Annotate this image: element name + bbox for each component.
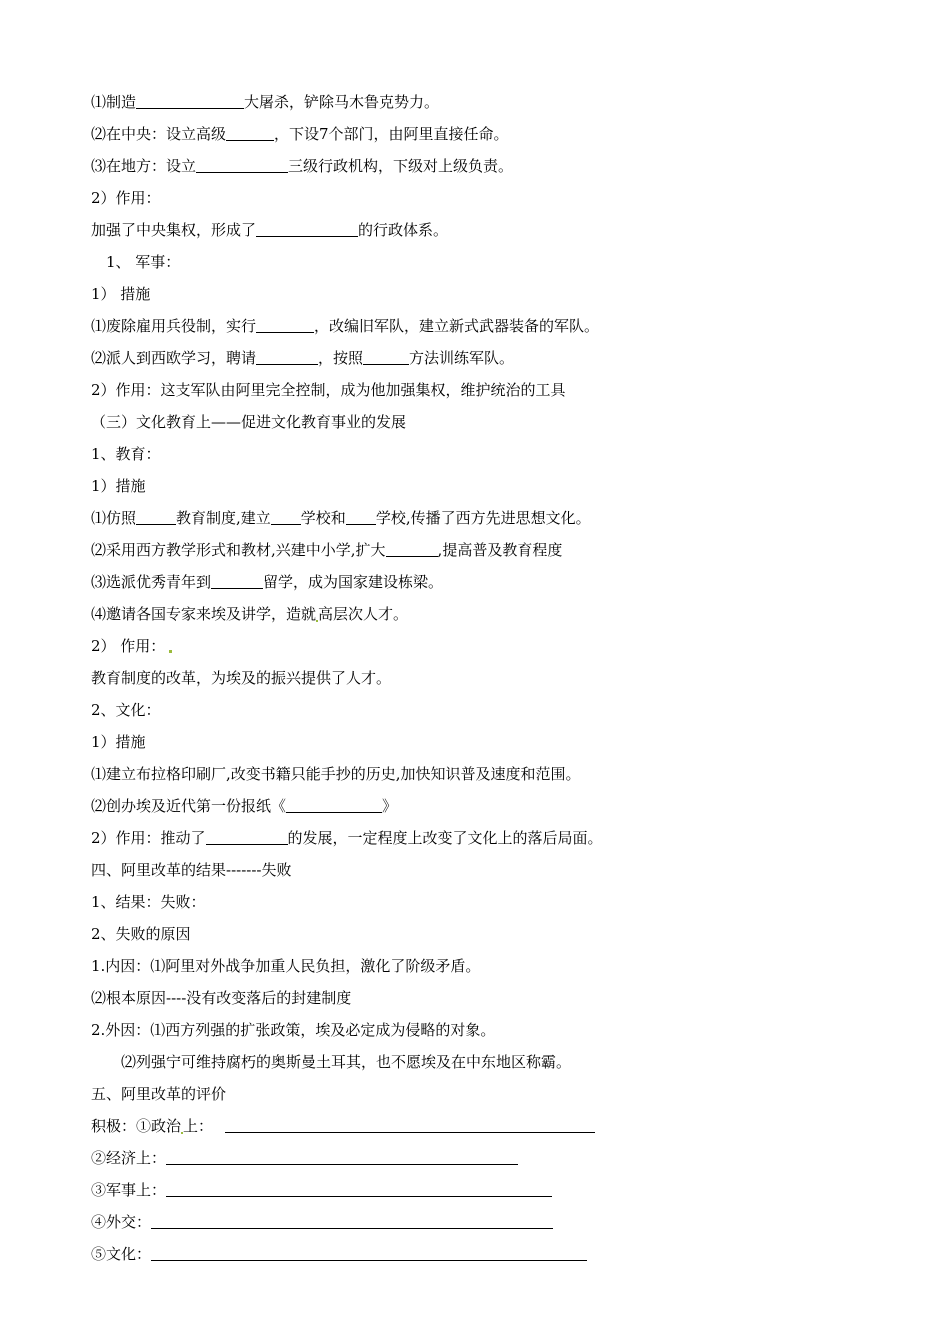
blank[interactable] bbox=[136, 509, 176, 525]
answer-line[interactable] bbox=[225, 1117, 595, 1133]
culture-heading: 2、文化： bbox=[91, 701, 161, 719]
evaluation-culture: ⑤文化： bbox=[91, 1244, 587, 1264]
blank[interactable] bbox=[226, 125, 274, 141]
blank[interactable] bbox=[346, 509, 376, 525]
military-heading: 1、 军事： bbox=[106, 253, 181, 271]
result-heading: 四、阿里改革的结果-------失败 bbox=[91, 861, 292, 879]
blank[interactable] bbox=[196, 157, 288, 173]
politics-effect-label: 2）作用： bbox=[91, 189, 161, 207]
blank[interactable] bbox=[271, 509, 301, 525]
culture-measure-2: ⑵创办埃及近代第一份报纸《 》 bbox=[91, 797, 398, 815]
result-line-6: ⑵列强宁可维持腐朽的奥斯曼土耳其，也不愿埃及在中东地区称霸。 bbox=[121, 1053, 572, 1071]
answer-line[interactable] bbox=[166, 1149, 518, 1165]
evaluation-military: ③军事上： bbox=[91, 1180, 552, 1200]
evaluation-heading: 五、阿里改革的评价 bbox=[91, 1085, 227, 1103]
politics-line-1: ⑴制造 大屠杀，铲除马木鲁克势力。 bbox=[91, 93, 440, 111]
blank[interactable] bbox=[256, 221, 358, 237]
blank[interactable] bbox=[286, 797, 382, 813]
blank[interactable] bbox=[256, 349, 318, 365]
answer-line[interactable] bbox=[166, 1181, 552, 1197]
military-measures: 1） 措施 bbox=[91, 285, 151, 303]
blank[interactable] bbox=[256, 317, 314, 333]
education-measure-3: ⑶选派优秀青年到 留学，成为国家建设栋梁。 bbox=[91, 573, 444, 591]
politics-line-3: ⑶在地方：设立 三级行政机构，下级对上级负责。 bbox=[91, 157, 514, 175]
result-line-4: ⑵根本原因----没有改变落后的封建制度 bbox=[91, 989, 352, 1007]
education-measures: 1）措施 bbox=[91, 477, 146, 495]
military-measure-2: ⑵派人到西欧学习，聘请 ，按照 方法训练军队。 bbox=[91, 349, 515, 367]
education-measure-1: ⑴仿照 教育制度,建立 学校和 学校,传播了西方先进思想文化。 bbox=[91, 509, 591, 527]
military-effect: 2）作用：这支军队由阿里完全控制，成为他加强集权，维护统治的工具 bbox=[91, 381, 566, 399]
mark-dot bbox=[169, 650, 172, 653]
result-line-3: 1.内因：⑴阿里对外战争加重人民负担，激化了阶级矛盾。 bbox=[91, 957, 481, 975]
result-line-5: 2.外因：⑴西方列强的扩张政策，埃及必定成为侵略的对象。 bbox=[91, 1021, 496, 1039]
evaluation-economy: ②经济上： bbox=[91, 1148, 518, 1168]
culture-measures: 1）措施 bbox=[91, 733, 146, 751]
answer-line[interactable] bbox=[151, 1245, 587, 1261]
answer-line[interactable] bbox=[151, 1213, 553, 1229]
blank[interactable] bbox=[386, 541, 438, 557]
culture-section-heading: （三）文化教育上——促进文化教育事业的发展 bbox=[91, 413, 407, 431]
blank[interactable] bbox=[211, 573, 263, 589]
education-measure-2: ⑵采用西方教学形式和教材,兴建中小学,扩大 ,提高普及教育程度 bbox=[91, 541, 563, 559]
result-line-2: 2、失败的原因 bbox=[91, 925, 191, 943]
blank[interactable] bbox=[363, 349, 409, 365]
culture-effect: 2）作用：推动了 的发展，一定程度上改变了文化上的落后局面。 bbox=[91, 829, 603, 847]
evaluation-diplomacy: ④外交： bbox=[91, 1212, 553, 1232]
blank[interactable] bbox=[206, 829, 288, 845]
politics-effect: 加强了中央集权，形成了 的行政体系。 bbox=[91, 221, 449, 239]
blank[interactable] bbox=[136, 93, 244, 109]
military-measure-1: ⑴废除雇用兵役制，实行 ，改编旧军队，建立新式武器装备的军队。 bbox=[91, 317, 600, 335]
education-effect: 教育制度的改革，为埃及的振兴提供了人才。 bbox=[91, 669, 392, 687]
education-heading: 1、教育： bbox=[91, 445, 161, 463]
evaluation-politics: 积极：①政治 上： bbox=[91, 1116, 595, 1136]
result-line-1: 1、结果：失败： bbox=[91, 893, 206, 911]
education-measure-4: ⑷邀请各国专家来埃及讲学，造就 高层次人才。 bbox=[91, 605, 409, 623]
culture-measure-1: ⑴建立布拉格印刷厂,改变书籍只能手抄的历史,加快知识普及速度和范围。 bbox=[91, 765, 581, 783]
politics-line-2: ⑵在中央：设立高级 ，下设7个部门，由阿里直接任命。 bbox=[91, 125, 509, 143]
education-effect-label: 2） 作用： bbox=[91, 636, 172, 656]
